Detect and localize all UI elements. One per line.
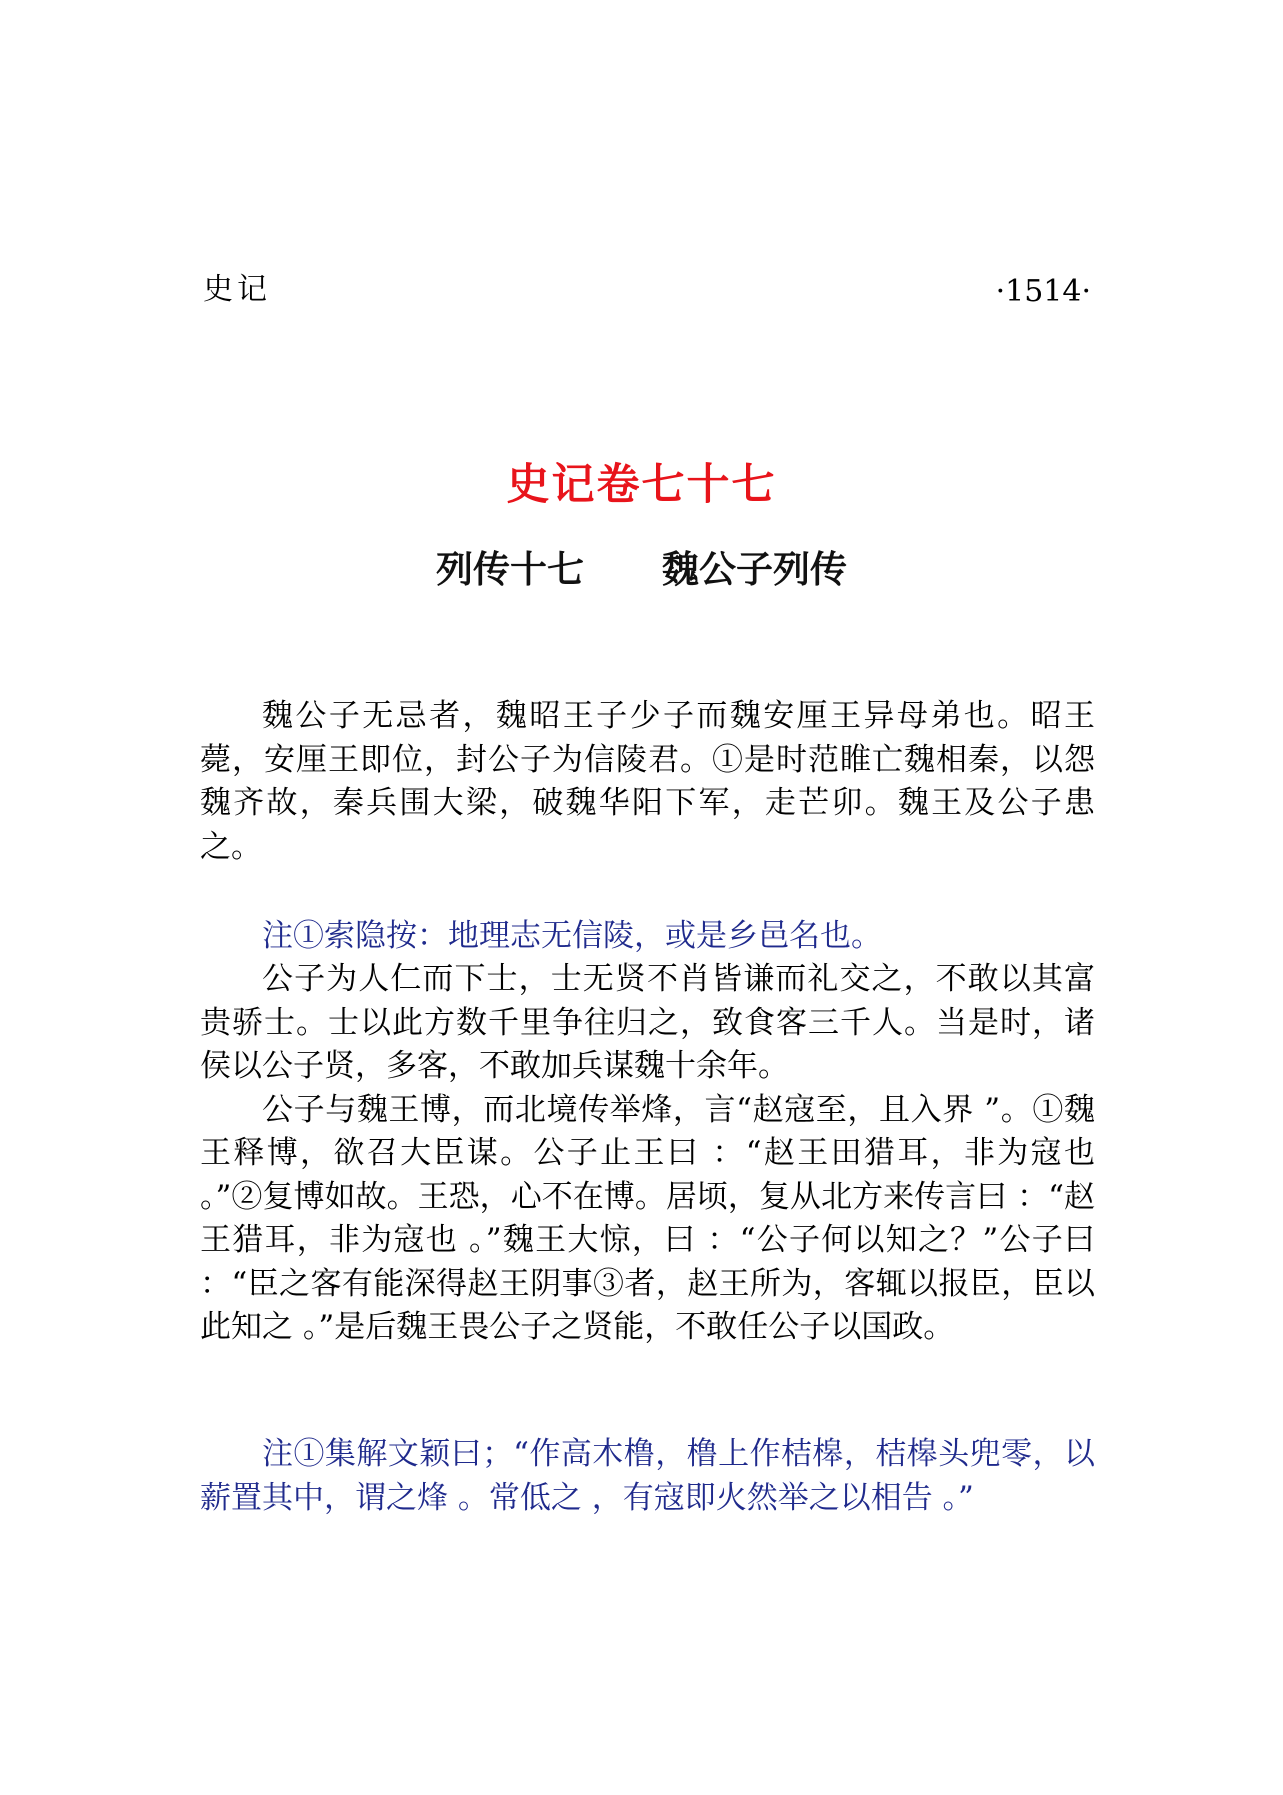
volume-title: 史记卷七十七 <box>506 460 777 510</box>
running-header-book: 史记 <box>203 272 271 307</box>
chapter-name: 魏公子列传 <box>662 548 847 591</box>
main-text-block-2 <box>200 958 1095 1350</box>
annotation-note-2 <box>200 1433 1095 1520</box>
chapter-title <box>0 545 1283 595</box>
paragraph: 魏公子无忌者，魏昭王子少子而魏安厘王异母弟也。昭王薨，安厘王即位，封公子为信陵君。①是时范睢亡魏相秦，以怨魏齐故，秦兵围大梁，破魏华阳下军，走芒卯。魏王及公子患之。 <box>200 698 1095 865</box>
chapter-number: 列传十七 <box>436 548 584 591</box>
main-text-block-1 <box>200 695 1095 869</box>
note-text: 注①集解文颖曰；“作高木橹，橹上作桔槔，桔槔头兜零，以薪置其中，谓之烽 。常低之 ，有寇即火然举之以相告 。” <box>200 1436 1095 1516</box>
annotation-note-1 <box>200 915 1095 959</box>
paragraph: 公子为人仁而下士，士无贤不肖皆谦而礼交之，不敢以其富贵骄士。士以此方数千里争往归之，致食客三千人。当是时，诸侯以公子贤，多客，不敢加兵谋魏十余年。 <box>200 961 1095 1084</box>
page-number: ·1514· <box>995 274 1091 309</box>
note-text: 注①索隐按：地理志无信陵，或是乡邑名也。 <box>262 918 882 954</box>
paragraph: 公子与魏王博，而北境传举烽，言“赵寇至，且入界 ”。①魏王释博，欲召大臣谋。公子止王曰 ：“赵王田猎耳，非为寇也 。”②复博如故。王恐，心不在博。居顷，复从北方来传言曰 ：“赵王猎耳，非为寇也 。”魏王大惊，曰 ：“公子何以知之？”公子曰 ：“臣之客有能深得赵王阴事③者，赵王所为，客辄以报臣，臣以此知之 。”是后魏王畏公子之贤能，不敢任公子以国政。 <box>200 1091 1095 1345</box>
